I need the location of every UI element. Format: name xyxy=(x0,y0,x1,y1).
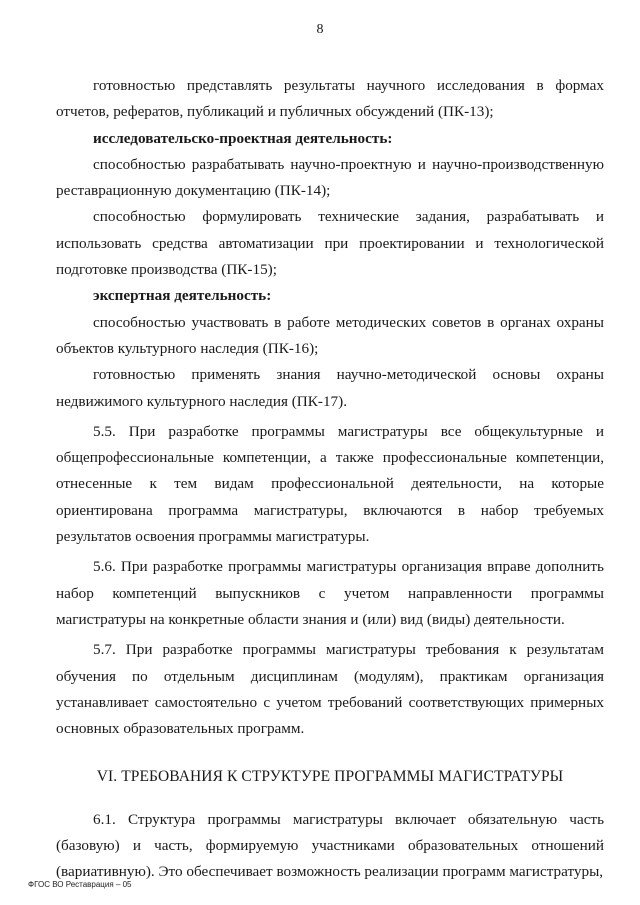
footer-document-code: ФГОС ВО Реставрация – 05 xyxy=(28,880,132,889)
competency-pk15: способностью формулировать технические задания, разрабатывать и использовать средства автоматизации при проектировании и технологической подготовке производства (ПК-15); xyxy=(56,208,604,279)
competency-pk14: способностью разрабатывать научно-проектную и научно-производственную реставрационную документацию (ПК-14); xyxy=(56,155,604,200)
page-number: 8 xyxy=(316,22,324,37)
competency-pk16: способностью участвовать в работе методических советов в органах охраны объектов культурного наследия (ПК-16); xyxy=(56,313,604,357)
activity-heading-research-design: исследовательско-проектная деятельность: xyxy=(93,129,393,147)
section-title: VI. ТРЕБОВАНИЯ К СТРУКТУРЕ ПРОГРАММЫ МАГИСТРАТУРЫ xyxy=(96,768,564,786)
clause-6-1: 6.1. Структура программы магистратуры включает обязательную часть (базовую) и часть, формируемую участниками образовательных отношений (вариативную). Это обеспечивает возможность реализации программ магистратуры, xyxy=(56,810,604,881)
clause-5-6: 5.6. При разработке программы магистратуры организация вправе дополнить набор компетенций выпускников с учетом направленности программы магистратуры на конкретные области знания и (или) вид (виды) деятельности. xyxy=(56,558,604,628)
competency-pk13: готовностью представлять результаты научного исследования в формах отчетов, рефератов, публикаций и публичных обсуждений (ПК-13); xyxy=(56,77,604,121)
competency-pk17: готовностью применять знания научно-методической основы охраны недвижимого культурного наследия (ПК-17). xyxy=(56,366,604,410)
clause-5-5: 5.5. При разработке программы магистратуры все общекультурные и общепрофессиональные компетенции, а также профессиональные компетенции, отнесенные к тем видам профессиональной деятельности, на которые ориентирована программа магистратуры, включаются в набор требуемых результатов освоения программы магистратуры. xyxy=(56,422,604,546)
document-body xyxy=(56,73,604,886)
activity-heading-expert: экспертная деятельность: xyxy=(93,287,272,305)
clause-5-7: 5.7. При разработке программы магистратуры требования к результатам обучения по отдельным дисциплинам (модулям), практикам организация устанавливает самостоятельно с учетом требований соответствующих примерных основных образовательных программ. xyxy=(56,641,604,738)
